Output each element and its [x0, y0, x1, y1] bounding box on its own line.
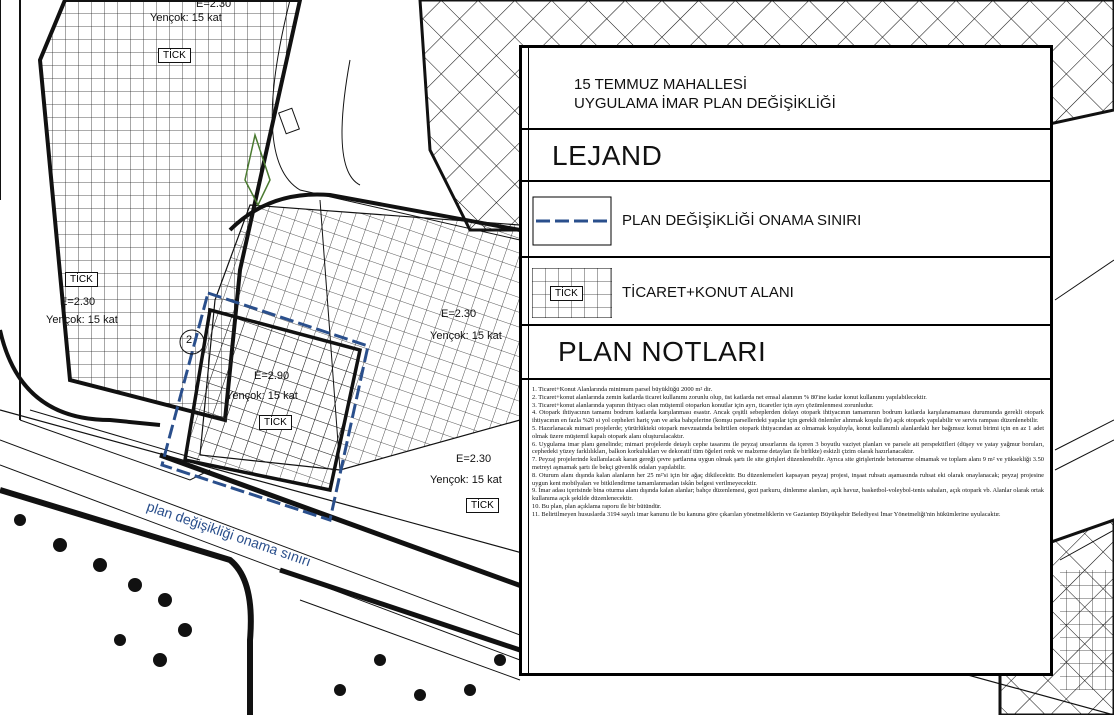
plan-note: 1. Ticaret+Konut Alanlarında minimum parsel büyüklüğü 2000 m² dir. — [532, 386, 713, 393]
map-label-height: Yençok: 15 kat — [430, 474, 502, 486]
map-label-tick: TİCK — [65, 272, 98, 287]
map-label-tick: TİCK — [158, 48, 191, 63]
legend-item-boundary — [522, 182, 1050, 258]
map-label-emsal: E=2.30 — [60, 296, 96, 308]
map-label-emsal: E=2.30 — [456, 453, 492, 465]
block-center — [185, 205, 520, 490]
title-line-2: UYGULAMA İMAR PLAN DEĞİŞİKLİĞİ — [574, 95, 836, 112]
parcel-number: 2 — [186, 334, 193, 346]
map-label-emsal: E=2.30 — [441, 308, 477, 320]
map-label-height: Yençok: 15 kat — [226, 390, 298, 402]
legend-heading: LEJAND — [552, 140, 663, 171]
boundary-symbol-icon — [532, 196, 612, 246]
plan-note: 9. İmar adası içerisinde bina oturma alanı dışında kalan alanlar; bahçe düzenlemesi, gezi parkuru, dinlenme alanları, açık havuz, basketbol-voleybol-tenis sahaları, açık otopark vb. Alanlar olarak ortak kullanıma açık şekilde düzenlenecektir. — [532, 487, 1044, 503]
map-label-tick: TİCK — [259, 415, 292, 430]
plan-notes — [532, 386, 1044, 519]
block-lower-right — [1055, 260, 1114, 690]
legend-panel — [519, 45, 1053, 676]
boundary-label: plan değişikliği onama sınırı — [144, 498, 314, 570]
legend-symbol-tick: TİCK — [550, 286, 583, 301]
plan-note: 4. Otopark ihtiyacının tamamı bodrum katlarda karşılanması esastır. Ancak çeşitli sebeplerden dolayı otopark ihtiyacının tamamının bodrum katlarda karşılanamaması durumunda gerekli otopark ihtiyacının en fazla %20 si yol cepheleri hariç yan ve arka bahçelerine (komşu parsellerdeki yapılar için gerekli önlemler alınmak koşulu ile) açık otopark yapılabilir ve servis rampası düzenlenebilir. — [532, 409, 1044, 425]
plan-note: 10. Bu plan, plan açıklama raporu ile bir bütündür. — [532, 502, 662, 510]
legend-label-commercial-residential: TİCARET+KONUT ALANI — [622, 284, 794, 301]
map-label-emsal: E=2.30 — [196, 0, 232, 10]
map-label-height: Yençok: 15 kat — [430, 330, 502, 342]
plan-note: 6. Uygulama imar planı genelinde; mimari projelerde detaylı cephe tasarımı ile peyzaj unsurlarını da içeren 3 boyutlu vaziyet planları ve parsele ait perspektifleri (düşey ve yatay yağmur boruları, cephedeki yüzey farklılıkları, balkon korkulukları ve dekoratif tüm öğeleri renk ve malzeme detayları ile birlikte) eskizli çizim olarak hazırlanacaktır. — [532, 440, 1044, 456]
title-block — [522, 48, 1050, 130]
legend-item-commercial-residential — [522, 258, 1050, 326]
plan-note: 8. Oturum alanı dışında kalan alanların her 25 m²'si için bir ağaç dikilecektir. Bu düzenlemeleri kapsayan peyzaj projesi, inşaat ruhsatı aşamasında ruhsat eki olarak onaylanacak; peyzaj projesine uygun kent mobilyaları ve bitkilendirme tamamlanmadan iskân belgesi verilmeyecektir. — [532, 471, 1044, 487]
legend-label-boundary: PLAN DEĞİŞİKLİĞİ ONAMA SINIRI — [622, 212, 862, 229]
legend-heading-row — [522, 130, 1050, 182]
plan-note: 11. Belirtilmeyen hususlarda 3194 sayılı imar kanunu ile bu kanuna göre çıkarılan yönetmeliklerin ve Gaziantep Büyükşehir Belediyesi İmar Yönetmeliği'nin hükümlerine uyulacaktır. — [532, 510, 1001, 518]
title-line-1: 15 TEMMUZ MAHALLESİ — [574, 76, 748, 93]
map-label-emsal: E=2.90 — [254, 370, 290, 382]
notes-heading-row — [522, 326, 1050, 380]
notes-heading: PLAN NOTLARI — [558, 336, 767, 367]
plan-note: 7. Peyzaj projelerinde kullanılacak karan gereği çevre şartlarına uygun olmak şartı ile site girişleri düzenlenebilir. Ayrıca site girişlerinde betonarme olmamak ve toplam alanı 9 m² ve yüksekliği 3.50 metreyi aşmamak şartı ile bekçi güvenlik odaları yapılabilir. — [532, 456, 1044, 471]
map-label-height: Yençok: 15 kat — [150, 12, 222, 24]
plan-note: 2. Ticaret+konut alanlarında zemin katlarda ticaret kullanımı zorunlu olup, üst katlarda net emsal alanının % 80'ine kadar konut kullanımı yapılabilecektir. — [532, 393, 927, 401]
block-lower-left — [0, 490, 520, 715]
plan-note: 5. Hazırlanacak mimari projelerde; yürürlükteki otopark mevzuatında belirtilen otopark ihtiyacından az olmamak koşuluyla, konut kullanımlı alanlardaki her bağımsız konut birimi için en az 1 adet olmak üzere müştemil kapalı otopark alanı oluşturulacaktır. — [532, 424, 1044, 440]
plan-note: 3. Ticaret+konut alanlarında yapının ihtiyacı olan müştemil otoparkın konutlar için ayrı, ticaretler için ayrı çözümlenmesi zorunludur. — [532, 401, 874, 409]
map-label-height: Yençok: 15 kat — [46, 314, 118, 326]
map-label-tick: TİCK — [466, 498, 499, 513]
